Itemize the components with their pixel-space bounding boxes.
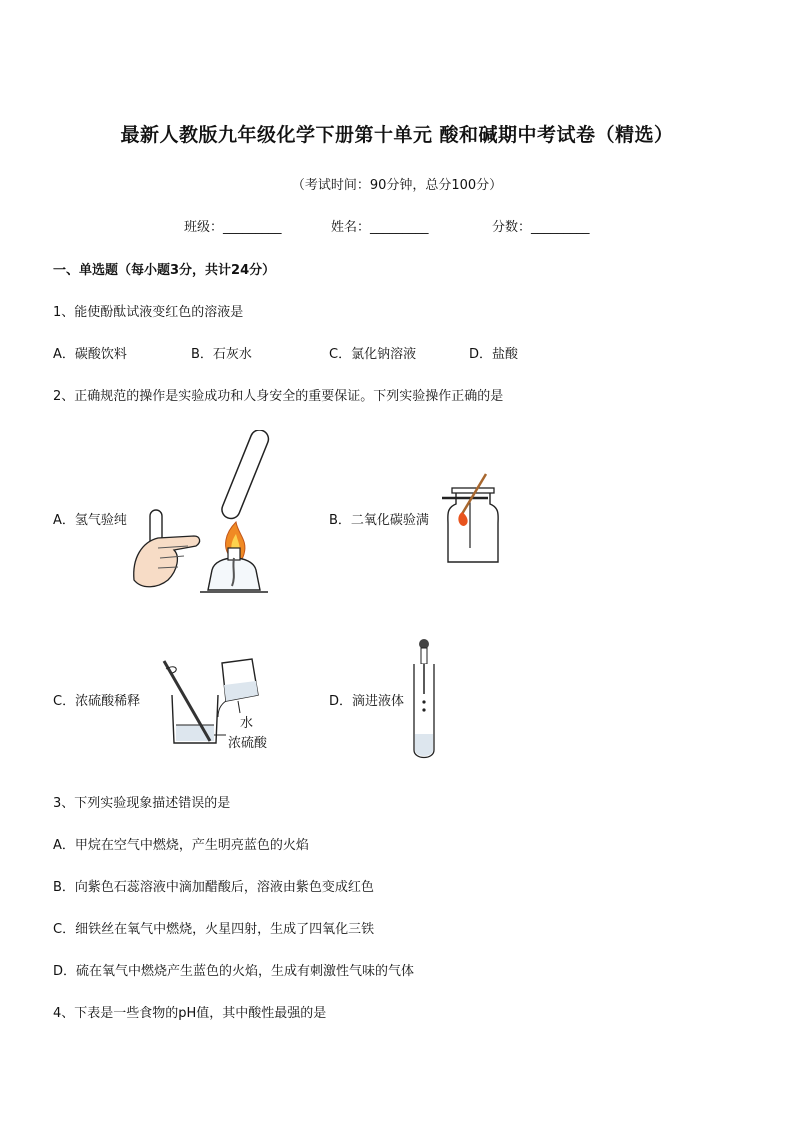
score-field: 分数：_________ — [492, 220, 590, 235]
q3-option-c: C．细铁丝在氧气中燃烧，火星四射，生成了四氧化三铁 — [53, 922, 375, 937]
water-label: 水 — [240, 716, 254, 731]
acid-label: 浓硫酸 — [228, 736, 268, 751]
q1-option-d: D．盐酸 — [469, 347, 519, 362]
q1-option-c: C．氯化钠溶液 — [329, 347, 417, 362]
name-field: 姓名：_________ — [331, 220, 429, 235]
q1-option-a: A．碳酸饮料 — [53, 347, 127, 362]
section-heading: 一、单选题（每小题3分，共计24分） — [53, 263, 276, 278]
dropper-figure — [410, 638, 440, 760]
q3-option-a: A．甲烷在空气中燃烧，产生明亮蓝色的火焰 — [53, 838, 309, 853]
hydrogen-test-figure — [128, 430, 278, 595]
q1-option-b: B．石灰水 — [191, 347, 252, 362]
page-title: 最新人教版九年级化学下册第十单元 酸和碱期中考试卷（精选） — [120, 124, 674, 146]
question-4-stem: 4、下表是一些食物的pH值，其中酸性最强的是 — [53, 1006, 327, 1021]
q2-option-a: A．氢气验纯 — [53, 513, 127, 528]
class-field: 班级：_________ — [184, 220, 282, 235]
exam-info: （考试时间：90分钟，总分100分） — [291, 178, 503, 193]
co2-test-figure — [440, 470, 510, 565]
q3-option-b: B．向紫色石蕊溶液中滴加醋酸后，溶液由紫色变成红色 — [53, 880, 374, 895]
question-1-stem: 1、能使酚酞试液变红色的溶液是 — [53, 305, 244, 320]
q2-option-d: D．滴进液体 — [329, 694, 405, 709]
question-2-stem: 2、正确规范的操作是实验成功和人身安全的重要保证。下列实验操作正确的是 — [53, 389, 504, 404]
q2-option-c: C．浓硫酸稀释 — [53, 694, 141, 709]
question-3-stem: 3、下列实验现象描述错误的是 — [53, 796, 231, 811]
q2-option-b: B．二氧化碳验满 — [329, 513, 429, 528]
q3-option-d: D．硫在氧气中燃烧产生蓝色的火焰，生成有刺激性气味的气体 — [53, 964, 415, 979]
